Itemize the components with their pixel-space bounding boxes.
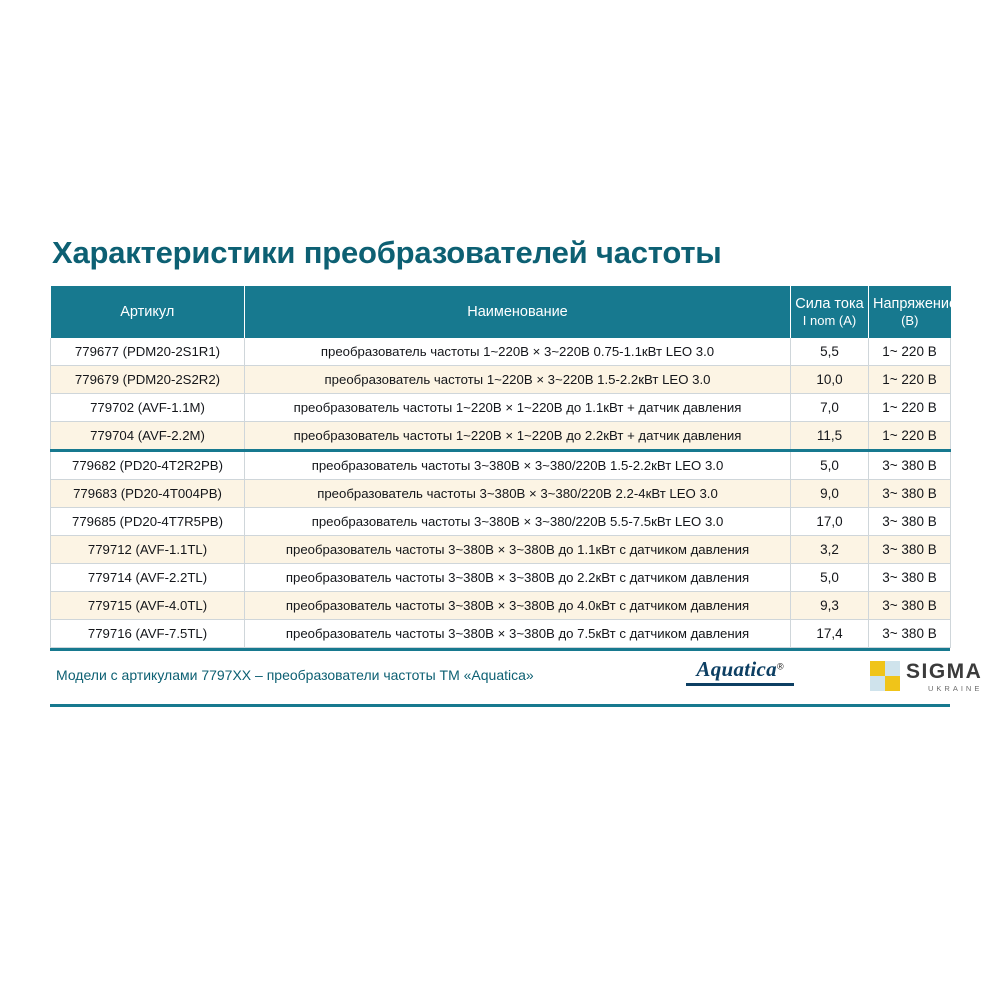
sigma-square-bottom-right	[885, 676, 900, 691]
cell-name: преобразователь частоты 3~380В × 3~380/220В 1.5-2.2кВт LEO 3.0	[245, 451, 791, 480]
aquatica-registered-icon: ®	[776, 662, 784, 673]
cell-current: 5,0	[791, 564, 869, 592]
column-header-current	[791, 286, 869, 338]
cell-current: 5,0	[791, 451, 869, 480]
cell-article: 779679 (PDM20-2S2R2)	[51, 366, 245, 394]
cell-article: 779715 (AVF-4.0TL)	[51, 592, 245, 620]
table-row	[51, 338, 951, 366]
table-row	[51, 394, 951, 422]
table-row	[51, 536, 951, 564]
column-header-current-line2: I nom (А)	[802, 313, 857, 329]
cell-voltage: 1~ 220 В	[869, 394, 951, 422]
cell-voltage: 3~ 380 В	[869, 480, 951, 508]
cell-name: преобразователь частоты 1~220В × 1~220В до 2.2кВт + датчик давления	[245, 422, 791, 451]
column-header-name: Наименование	[245, 286, 791, 338]
cell-article: 779712 (AVF-1.1TL)	[51, 536, 245, 564]
aquatica-wordmark: Aquatica	[696, 657, 777, 682]
table-header	[51, 286, 958, 338]
column-header-voltage-line1: Напряжение	[873, 296, 958, 313]
cell-name: преобразователь частоты 3~380В × 3~380В до 1.1кВт с датчиком давления	[245, 536, 791, 564]
cell-voltage: 3~ 380 В	[869, 451, 951, 480]
column-header-voltage	[869, 286, 958, 338]
sigma-wordmark-group	[906, 661, 982, 693]
cell-name: преобразователь частоты 1~220В × 3~220В 0.75-1.1кВт LEO 3.0	[245, 338, 791, 366]
table-row	[51, 508, 951, 536]
cell-article: 779683 (PD20-4T004PB)	[51, 480, 245, 508]
table-row	[51, 620, 951, 648]
specifications-table	[50, 286, 958, 648]
cell-article: 779682 (PD20-4T2R2PB)	[51, 451, 245, 480]
cell-article: 779685 (PD20-4T7R5PB)	[51, 508, 245, 536]
cell-article: 779702 (AVF-1.1M)	[51, 394, 245, 422]
sigma-subtitle: UKRAINE	[928, 684, 983, 694]
sigma-logo	[870, 657, 1000, 701]
document-content	[50, 235, 983, 707]
cell-voltage: 3~ 380 В	[869, 508, 951, 536]
cell-current: 11,5	[791, 422, 869, 451]
sigma-square-bottom-left	[870, 676, 885, 691]
cell-voltage: 3~ 380 В	[869, 564, 951, 592]
cell-voltage: 1~ 220 В	[869, 422, 951, 451]
cell-article: 779677 (PDM20-2S1R1)	[51, 338, 245, 366]
sigma-wordmark: SIGMA	[906, 660, 983, 684]
sigma-square-top-left	[870, 661, 885, 676]
cell-current: 7,0	[791, 394, 869, 422]
cell-article: 779704 (AVF-2.2M)	[51, 422, 245, 451]
cell-voltage: 3~ 380 В	[869, 536, 951, 564]
cell-current: 9,0	[791, 480, 869, 508]
footer-note: Модели с артикулами 7797ХХ – преобразователи частоты ТМ «Aquatica»	[56, 667, 534, 684]
cell-current: 17,0	[791, 508, 869, 536]
column-header-article: Артикул	[51, 286, 245, 338]
column-header-voltage-line2: (В)	[901, 313, 919, 329]
table-row	[51, 451, 951, 480]
cell-current: 9,3	[791, 592, 869, 620]
cell-voltage: 1~ 220 В	[869, 338, 951, 366]
cell-name: преобразователь частоты 1~220В × 3~220В 1.5-2.2кВт LEO 3.0	[245, 366, 791, 394]
table-row	[51, 422, 951, 451]
cell-article: 779716 (AVF-7.5TL)	[51, 620, 245, 648]
cell-name: преобразователь частоты 3~380В × 3~380В до 7.5кВт с датчиком давления	[245, 620, 791, 648]
cell-voltage: 3~ 380 В	[869, 592, 951, 620]
table-row	[51, 366, 951, 394]
table-body	[51, 338, 951, 648]
cell-current: 17,4	[791, 620, 869, 648]
cell-current: 5,5	[791, 338, 869, 366]
table-row	[51, 564, 951, 592]
cell-name: преобразователь частоты 3~380В × 3~380В до 2.2кВт с датчиком давления	[245, 564, 791, 592]
table-footer	[50, 648, 983, 707]
cell-current: 10,0	[791, 366, 869, 394]
cell-voltage: 3~ 380 В	[869, 620, 951, 648]
cell-article: 779714 (AVF-2.2TL)	[51, 564, 245, 592]
sigma-squares-icon	[870, 661, 900, 691]
page-title: Характеристики преобразователей частоты	[52, 235, 722, 270]
sigma-square-top-right	[885, 661, 900, 676]
cell-name: преобразователь частоты 3~380В × 3~380/220В 2.2-4кВт LEO 3.0	[245, 480, 791, 508]
table-row	[51, 592, 951, 620]
cell-current: 3,2	[791, 536, 869, 564]
cell-name: преобразователь частоты 3~380В × 3~380/220В 5.5-7.5кВт LEO 3.0	[245, 508, 791, 536]
cell-name: преобразователь частоты 1~220В × 1~220В до 1.1кВт + датчик давления	[245, 394, 791, 422]
column-header-current-line1: Сила тока	[795, 296, 864, 313]
cell-voltage: 1~ 220 В	[869, 366, 951, 394]
footer-bottom-rule	[50, 704, 950, 707]
aquatica-underline	[686, 683, 794, 686]
aquatica-logo	[680, 657, 800, 686]
cell-name: преобразователь частоты 3~380В × 3~380В до 4.0кВт с датчиком давления	[245, 592, 791, 620]
table-header-row	[51, 286, 951, 338]
table-row	[51, 480, 951, 508]
